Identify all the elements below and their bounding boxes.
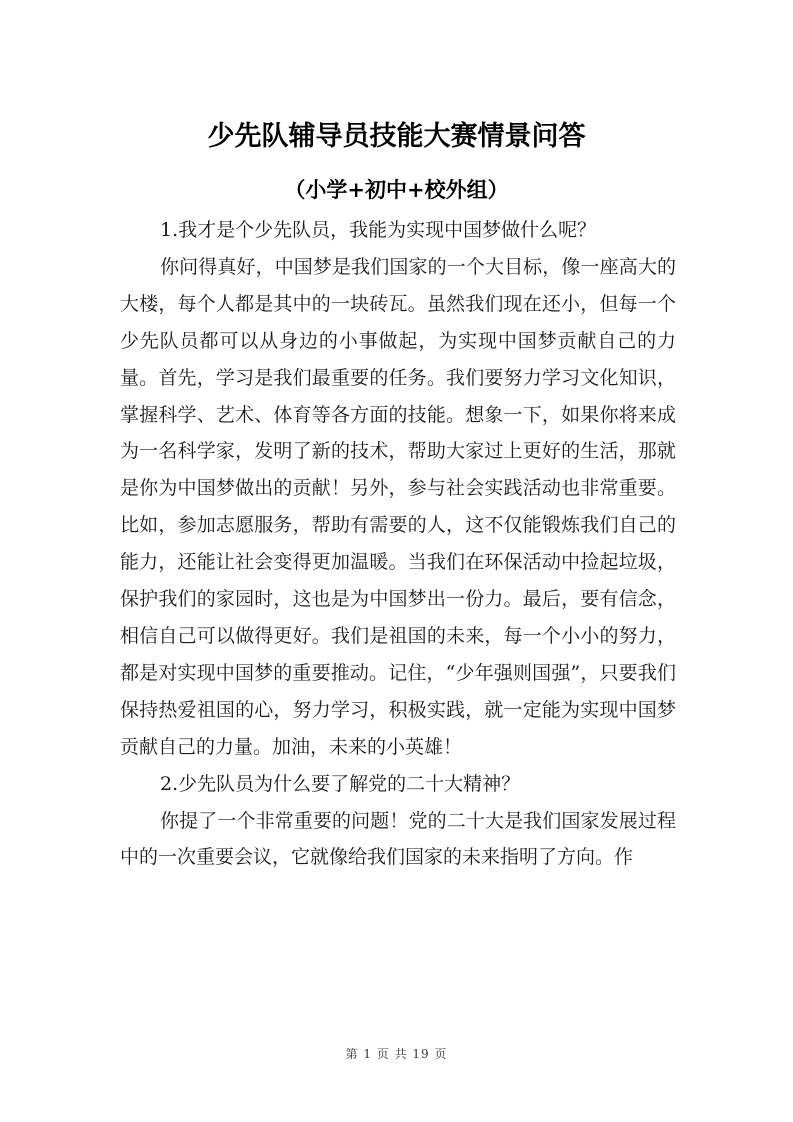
answer-1: 你问得真好，中国梦是我们国家的一个大目标，像一座高大的大楼，每个人都是其中的一块砖瓦。虽然我们现在还小，但每一个少先队员都可以从身边的小事做起，为实现中国梦贡献自己的力量。首先，学习是我们最重要的任务。我们要努力学习文化知识，掌握科学、艺术、体育等各方面的技能。想象一下，如果你将来成为一名科学家，发明了新的技术，帮助大家过上更好的生活，那就是你为中国梦做出的贡献！另外，参与社会实践活动也非常重要。比如，参加志愿服务，帮助有需要的人，这不仅能锻炼我们自己的能力，还能让社会变得更加温暖。当我们在环保活动中捡起垃圾，保护我们的家园时，这也是为中国梦出一份力。最后，要有信念，相信自己可以做得更好。我们是祖国的未来，每一个小小的努力，都是对实现中国梦的重要推动。记住，“少年强则国强”，只要我们保持热爱祖国的心，努力学习，积极实践，就一定能为实现中国梦贡献自己的力量。加油，未来的小英雄！ [120, 255, 676, 758]
answer-2: 你提了一个非常重要的问题！党的二十大是我们国家发展过程中的一次重要会议，它就像给我们国家的未来指明了方向。作 [120, 809, 676, 869]
page-title: 少先队辅导员技能大赛情景问答 [207, 121, 586, 152]
page-subtitle: （小学+初中+校外组） [284, 177, 509, 202]
question-1: 1.我才是个少先队员，我能为实现中国梦做什么呢？ [160, 219, 597, 241]
page-number-footer: 第 1 页 共 19 页 [345, 1047, 448, 1061]
document-body [120, 212, 676, 876]
question-2: 2.少先队员为什么要了解党的二十大精神？ [160, 772, 521, 795]
